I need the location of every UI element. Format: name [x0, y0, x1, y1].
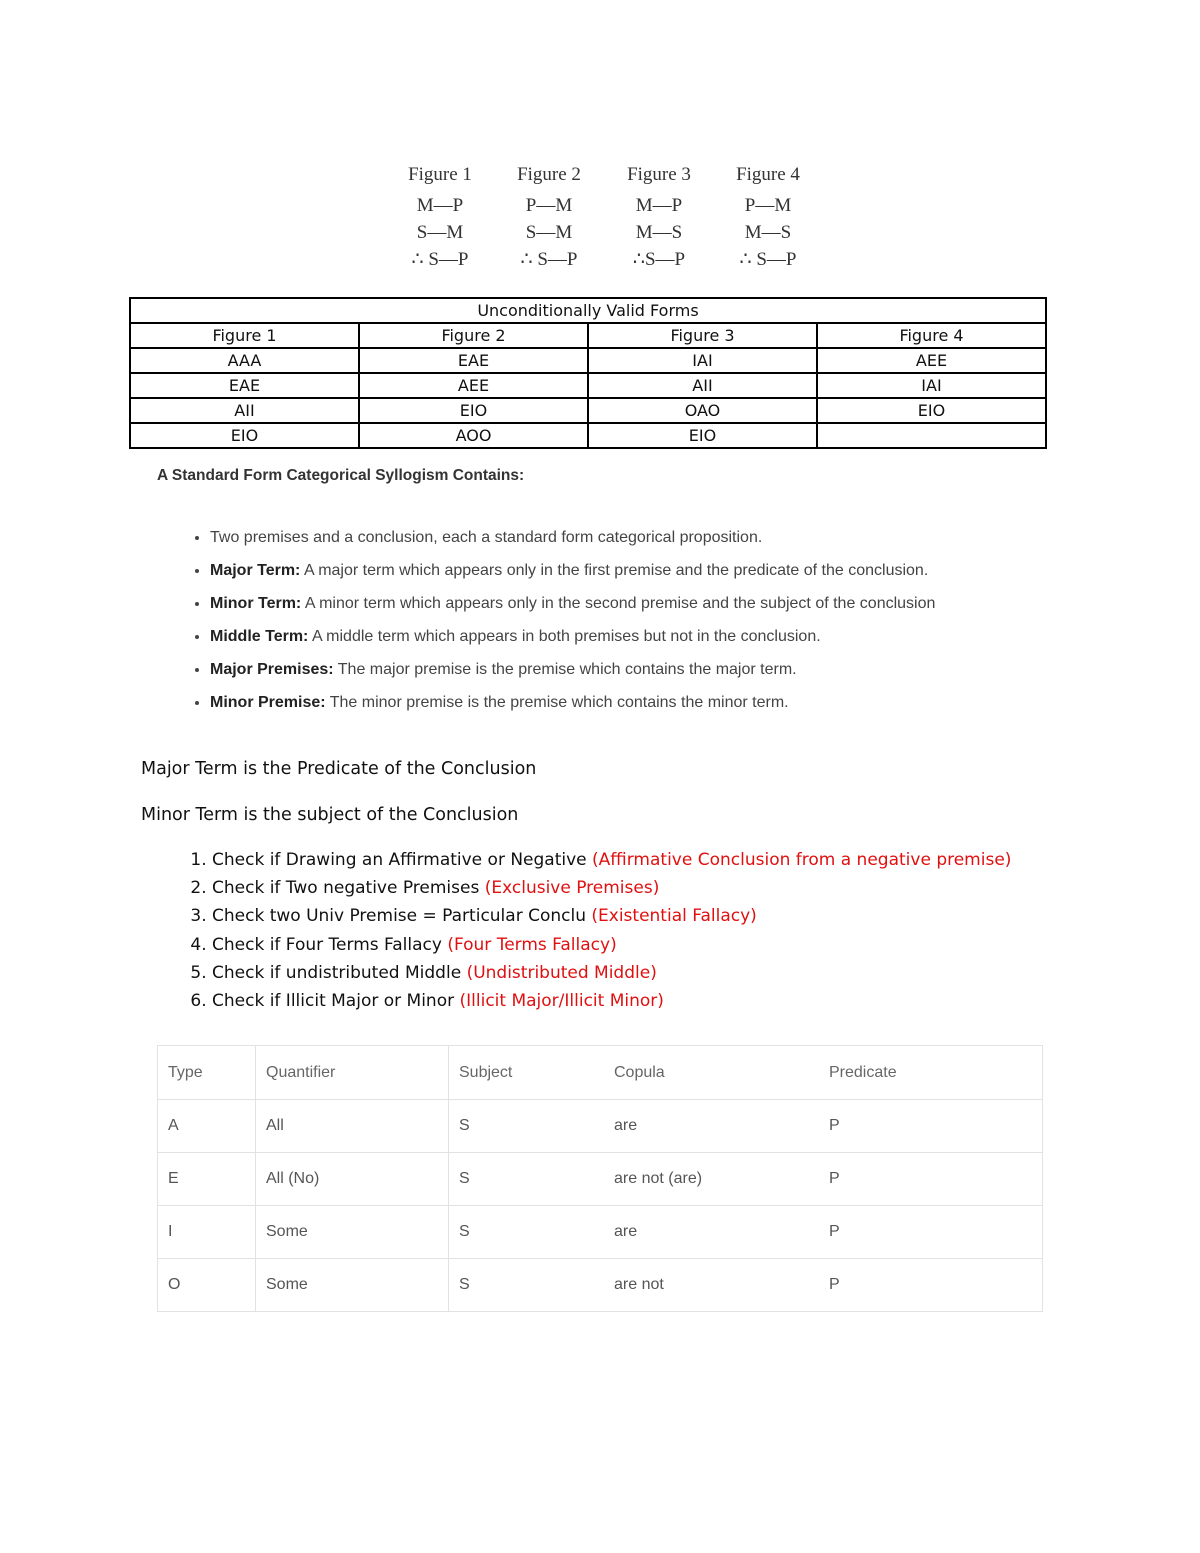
definitions-list	[166, 524, 1060, 722]
fallacy-name: (Exclusive Premises)	[484, 878, 660, 899]
table-cell: P	[819, 1206, 1043, 1259]
figure-major-premise: M—P	[635, 195, 683, 216]
column-header: Type	[158, 1046, 256, 1100]
definition-term: Middle Term:	[210, 628, 309, 645]
figure-minor-premise: M—S	[635, 222, 683, 243]
table-cell: S	[449, 1206, 605, 1259]
table-cell: are	[604, 1100, 819, 1153]
fallacy-name: (Affirmative Conclusion from a negative premise)	[592, 850, 1012, 870]
table-cell	[817, 423, 1046, 448]
column-header: Figure 4	[817, 323, 1046, 348]
list-item	[210, 656, 1060, 689]
list-item	[210, 623, 1060, 656]
table-cell: EAE	[130, 373, 359, 398]
table-row	[158, 1206, 1043, 1259]
definition-text: Two premises and a conclusion, each a standard form categorical proposition.	[210, 529, 763, 546]
table-cell: are not	[604, 1259, 819, 1312]
fallacy-checklist	[140, 846, 1172, 1015]
proposition-types-table	[157, 1045, 1043, 1312]
table-row	[158, 1259, 1043, 1312]
table-cell: are not (are)	[604, 1153, 819, 1206]
list-item	[212, 902, 1172, 930]
table-cell: are	[604, 1206, 819, 1259]
check-text: Check if Drawing an Affirmative or Negative	[212, 850, 593, 870]
definition-text: The major premise is the premise which contains the major term.	[333, 661, 797, 678]
table-cell: AII	[588, 373, 817, 398]
table-cell: I	[158, 1206, 256, 1259]
table-row	[130, 348, 1046, 373]
table-cell: IAI	[588, 348, 817, 373]
definition-text: A major term which appears only in the first premise and the predicate of the conclusion.	[300, 562, 929, 579]
table-header-row	[158, 1046, 1043, 1100]
list-item	[212, 987, 1172, 1015]
figure-title: Figure 3	[627, 164, 691, 185]
figure-conclusion: ∴S—P	[632, 249, 686, 270]
table-cell: P	[819, 1153, 1043, 1206]
figure-title: Figure 1	[408, 164, 472, 185]
table-cell: S	[449, 1153, 605, 1206]
check-text: Check two Univ Premise = Particular Conclu	[212, 906, 592, 927]
table-cell: P	[819, 1259, 1043, 1312]
definition-term: Minor Premise:	[210, 694, 326, 711]
definition-term: Major Term:	[210, 562, 301, 579]
list-item	[210, 557, 1060, 590]
column-header: Figure 1	[130, 323, 359, 348]
fallacy-name: (Undistributed Middle)	[466, 962, 657, 983]
column-header: Copula	[604, 1046, 819, 1100]
table-header-row	[130, 323, 1046, 348]
figure-major-premise: M—P	[416, 195, 464, 216]
definitions-caption: A Standard Form Categorical Syllogism Contains:	[157, 467, 525, 484]
table-cell: Some	[256, 1206, 449, 1259]
figure-title: Figure 2	[517, 164, 581, 185]
table-cell: AOO	[359, 423, 588, 448]
table-cell: All	[256, 1100, 449, 1153]
column-header: Subject	[449, 1046, 605, 1100]
figure-1-column	[390, 160, 490, 273]
table-cell: AEE	[359, 373, 588, 398]
column-header: Quantifier	[256, 1046, 449, 1100]
major-term-note: Major Term is the Predicate of the Conclusion	[141, 759, 537, 779]
figure-conclusion: ∴ S—P	[411, 249, 469, 270]
table-cell: IAI	[817, 373, 1046, 398]
definition-term: Major Premises:	[210, 661, 334, 678]
table-cell: S	[449, 1259, 605, 1312]
table-row	[158, 1100, 1043, 1153]
check-text: Check if undistributed Middle	[212, 962, 467, 983]
figure-minor-premise: S—M	[525, 222, 573, 243]
table-cell: S	[449, 1100, 605, 1153]
fallacy-name: (Illicit Major/Illicit Minor)	[459, 990, 664, 1011]
minor-term-note: Minor Term is the subject of the Conclusion	[141, 805, 519, 825]
table-cell: EIO	[130, 423, 359, 448]
definition-text: A minor term which appears only in the second premise and the subject of the conclusion	[301, 595, 936, 612]
table-row	[130, 373, 1046, 398]
table-cell: EAE	[359, 348, 588, 373]
column-header: Predicate	[819, 1046, 1043, 1100]
figure-conclusion: ∴ S—P	[520, 249, 578, 270]
table-title-row	[130, 298, 1046, 323]
figure-major-premise: P—M	[744, 195, 792, 216]
table-cell: All (No)	[256, 1153, 449, 1206]
list-item	[212, 874, 1172, 902]
table-cell: AEE	[817, 348, 1046, 373]
table-cell: P	[819, 1100, 1043, 1153]
figure-conclusion: ∴ S—P	[739, 249, 797, 270]
figure-3-column	[609, 160, 709, 273]
table-row	[130, 423, 1046, 448]
valid-forms-table	[129, 297, 1047, 449]
definition-text: The minor premise is the premise which contains the minor term.	[325, 694, 789, 711]
list-item	[212, 846, 1172, 874]
figure-minor-premise: S—M	[416, 222, 464, 243]
table-cell: O	[158, 1259, 256, 1312]
table-cell: EIO	[817, 398, 1046, 423]
check-text: Check if Two negative Premises	[212, 878, 485, 899]
table-title: Unconditionally Valid Forms	[130, 298, 1046, 323]
table-row	[130, 398, 1046, 423]
list-item	[212, 931, 1172, 959]
check-text: Check if Four Terms Fallacy	[212, 934, 448, 955]
table-row	[158, 1153, 1043, 1206]
figure-major-premise: P—M	[525, 195, 573, 216]
fallacy-name: (Existential Fallacy)	[591, 906, 757, 927]
table-cell: AAA	[130, 348, 359, 373]
figure-title: Figure 4	[736, 164, 800, 185]
fallacy-name: (Four Terms Fallacy)	[447, 934, 617, 955]
table-cell: EIO	[588, 423, 817, 448]
check-text: Check if Illicit Major or Minor	[212, 990, 460, 1011]
table-cell: E	[158, 1153, 256, 1206]
figure-2-column	[499, 160, 599, 273]
column-header: Figure 3	[588, 323, 817, 348]
list-item	[210, 689, 1060, 722]
table-cell: AII	[130, 398, 359, 423]
table-cell: OAO	[588, 398, 817, 423]
definition-text: A middle term which appears in both premises but not in the conclusion.	[308, 628, 821, 645]
list-item	[212, 959, 1172, 987]
figure-4-column	[718, 160, 818, 273]
table-cell: EIO	[359, 398, 588, 423]
figure-minor-premise: M—S	[744, 222, 792, 243]
table-cell: A	[158, 1100, 256, 1153]
definition-term: Minor Term:	[210, 595, 302, 612]
list-item	[210, 524, 1060, 557]
list-item	[210, 590, 1060, 623]
column-header: Figure 2	[359, 323, 588, 348]
table-cell: Some	[256, 1259, 449, 1312]
